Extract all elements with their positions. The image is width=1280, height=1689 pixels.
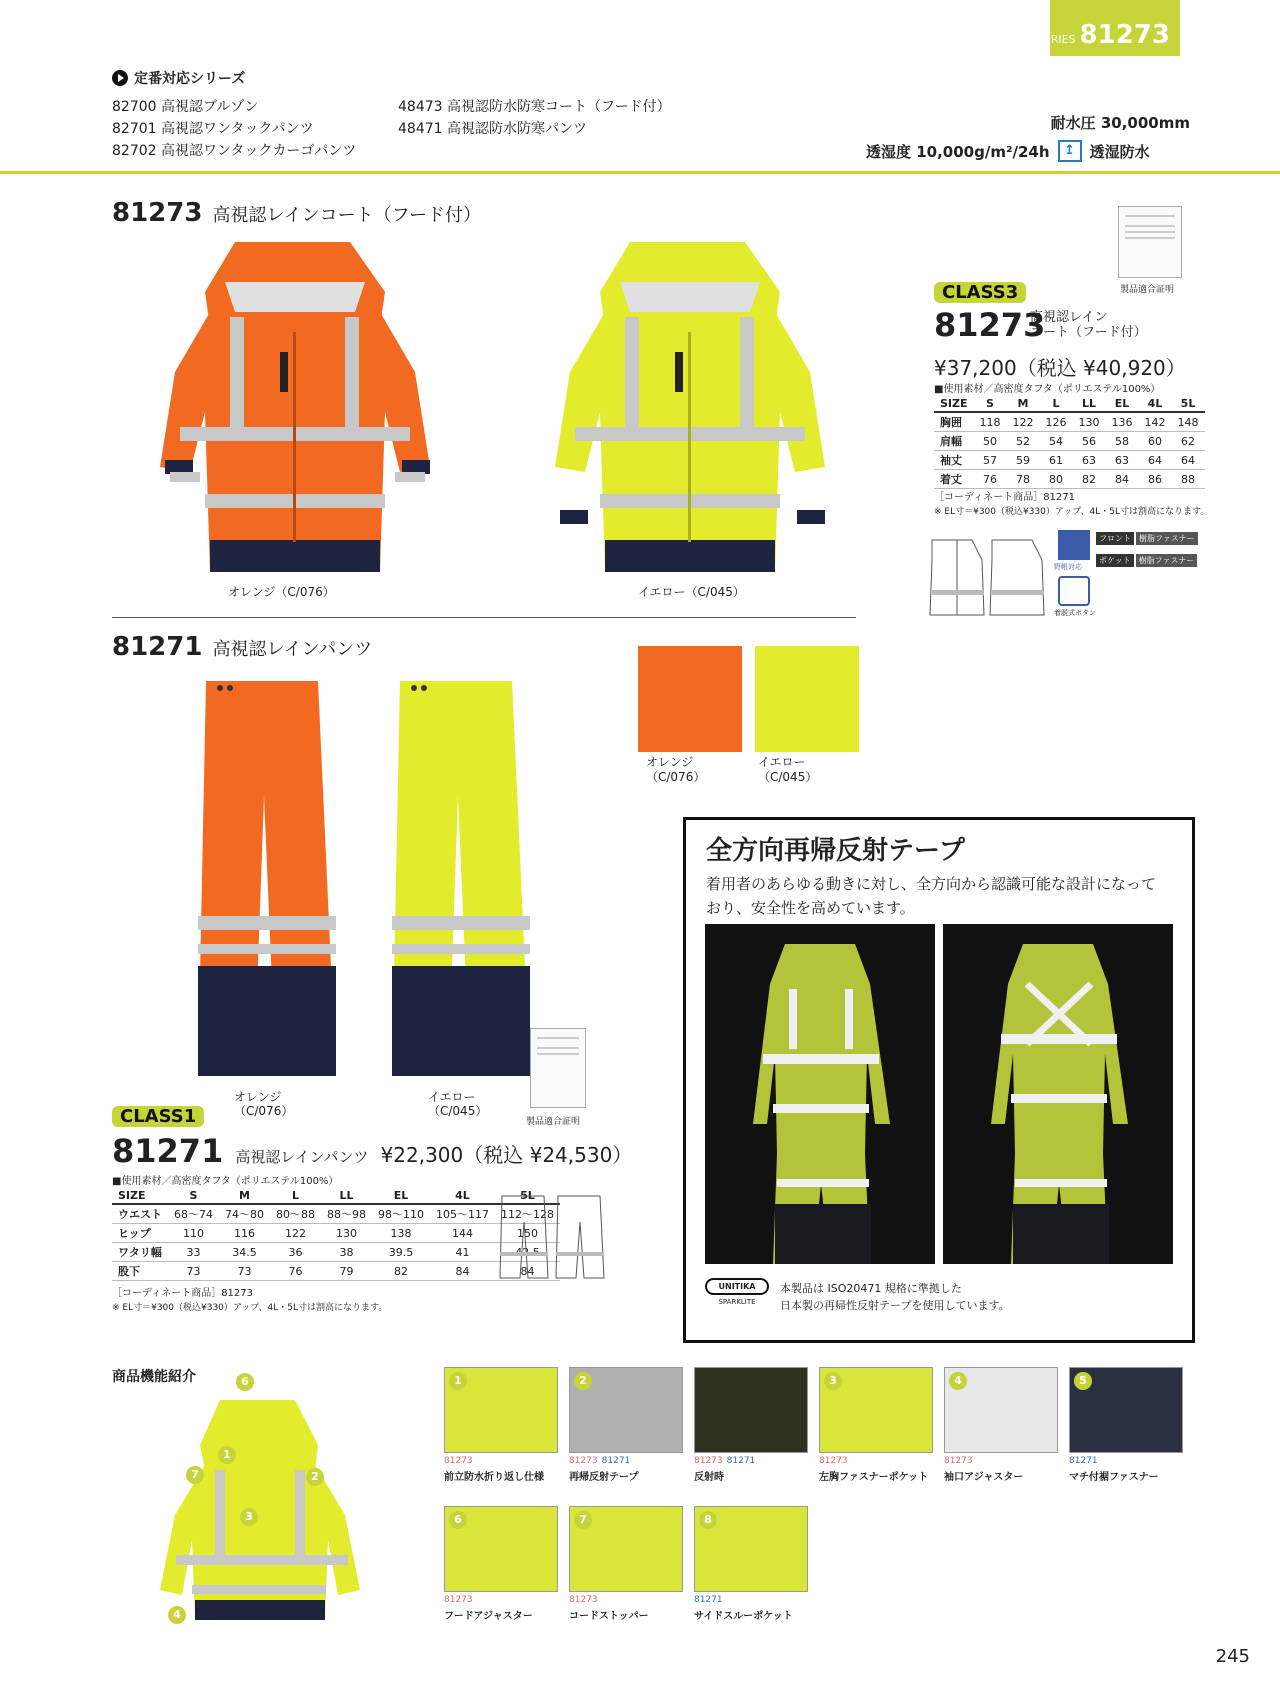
lineup-right [398,96,671,140]
coat-heading-name: 高視認レインコート（フード付） [212,205,482,226]
table-cell: 136 [1106,412,1139,432]
pants-size-table [112,1188,560,1281]
feature-tile [944,1367,1058,1453]
feature-number: 6 [449,1511,467,1529]
divider [0,171,1280,174]
table-row [112,1243,560,1262]
pants-price: ¥22,300（税込 ¥24,530） [380,1143,633,1167]
feature-tile [569,1367,683,1453]
lineup-item: 48473 高視認防水防寒コート（フード付） [398,99,671,115]
table-header-cell: SIZE [934,396,974,412]
waterproof-icon: ↥ [1058,140,1082,162]
feature-number: 1 [449,1372,467,1390]
table-cell: 80〜88 [270,1204,321,1224]
feature-codes [569,1595,602,1605]
breathability: 透湿度 10,000g/m²/24h [866,142,1050,161]
table-cell: 39.5 [372,1243,430,1262]
table-cell: 73 [219,1262,270,1281]
feature-pin: 7 [186,1466,204,1484]
yellow-swatch [755,646,859,752]
coat-heading-code: 81273 [112,198,203,228]
pocket-fastener-tag [1096,554,1197,567]
pants-title-row [112,1132,632,1170]
feature-pin: 3 [240,1508,258,1526]
table-header-cell: L [1040,396,1073,412]
feature-code: 81271 [601,1456,631,1466]
swatch-label-yellow [758,755,817,785]
coat-note: ※ EL寸＝¥300（税込¥330）アップ、4L・5L寸は割高になります。 [934,507,1210,517]
table-cell: 36 [270,1243,321,1262]
coat-code: 81273 [934,306,1046,344]
feature-label: 再帰反射テープ [569,1472,639,1483]
pants-heading-name: 高視認レインパンツ [212,639,373,660]
coat-color-yellow: イエロー（C/045） [638,585,745,599]
pants-heading [112,632,372,662]
table-row [934,470,1205,489]
sparklite-logo [705,1278,769,1318]
table-cell: 88〜98 [321,1204,372,1224]
table-cell: 98〜110 [372,1204,430,1224]
table-header-cell: SIZE [112,1188,168,1204]
feature-code: 81273 [819,1456,848,1466]
table-header-cell: LL [321,1188,372,1204]
swatch-yellow-name: イエロー [758,755,806,769]
pants-cert-document [530,1028,586,1108]
table-cell: 116 [219,1224,270,1243]
table-cell: 61 [1040,451,1073,470]
table-row [934,412,1205,432]
notebook-icon [1058,530,1090,560]
table-header-cell: L [270,1188,321,1204]
front-fastener-label: 樹脂ファスナー [1136,532,1198,545]
orange-pants-image [198,676,338,1086]
reflect-text-line1: 着用者のあらゆる動きに対し、全方向から認識可能な設計になって [706,875,1157,893]
feature-tile [444,1506,558,1592]
reflect-text-line2: おり、安全性を高めています。 [706,899,915,917]
feature-tile [569,1506,683,1592]
pants-color-yellow [428,1090,487,1118]
feature-number: 3 [824,1372,842,1390]
feature-code: 81271 [694,1595,723,1605]
table-cell: 130 [321,1224,372,1243]
reflect-footer-line1: 本製品は ISO20471 規格に準拠した [780,1282,962,1295]
feature-pin: 4 [168,1606,186,1624]
pants-heading-code: 81271 [112,632,203,662]
table-cell: 82 [1073,470,1106,489]
reflect-photo-front [705,924,935,1264]
yellow-pants-image [392,676,532,1086]
reflect-title: 全方向再帰反射テープ [706,836,965,866]
feature-number: 4 [949,1372,967,1390]
feature-codes [944,1456,977,1466]
pants-note: ※ EL寸＝¥300（税込¥330）アップ、4L・5L寸は割高になります。 [112,1303,388,1313]
table-cell: 84 [430,1262,495,1281]
pants-coordinate: ［コーディネート商品］81273 [112,1288,254,1299]
coat-size-table [934,396,1205,489]
feature-number: 8 [699,1511,717,1529]
notebook-icon-label: 野帳対応 [1054,563,1082,571]
features-heading: 商品機能紹介 [112,1369,196,1385]
table-cell: 142 [1139,412,1172,432]
lineup-item: 82700 高視認ブルゾン [112,99,259,115]
orange-swatch [638,646,742,752]
series-prefix: SERIES [1036,33,1076,46]
coat-name [1030,310,1147,340]
table-cell: 148 [1172,412,1205,432]
table-header-cell: 4L [430,1188,495,1204]
detachable-button-icon [1058,576,1090,606]
page-number: 245 [1215,1646,1250,1667]
feature-codes [694,1595,727,1605]
swatch-yellow-code: （C/045） [758,770,818,784]
lineup-heading [112,68,245,88]
series-number: 81273 [1079,20,1170,50]
feature-codes [444,1595,477,1605]
feature-code: 81273 [569,1595,598,1605]
table-cell: 34.5 [219,1243,270,1262]
feature-code: 81273 [694,1456,723,1466]
table-cell: 76 [974,470,1007,489]
table-cell: 63 [1073,451,1106,470]
table-header-cell: 5L [495,1188,560,1204]
coat-line-drawings [922,530,1052,622]
table-cell: 112〜128 [495,1204,560,1224]
play-icon [112,70,128,86]
table-cell: 80 [1040,470,1073,489]
table-cell: 股下 [112,1262,168,1281]
table-cell: 88 [1172,470,1205,489]
coat-cert-document [1118,206,1182,278]
table-header-cell: M [1007,396,1040,412]
table-row [112,1204,560,1224]
table-header-cell: S [974,396,1007,412]
table-cell: 76 [270,1262,321,1281]
pants-cert-label: 製品適合証明 [526,1117,581,1127]
table-cell: 122 [1007,412,1040,432]
coat-name-line1: 高視認レイン [1030,310,1108,325]
swatch-orange-code: （C/076） [646,770,706,784]
feature-code: 81273 [444,1456,473,1466]
coat-class-badge: CLASS3 [934,282,1026,303]
table-cell: 63 [1106,451,1139,470]
feature-codes [444,1456,477,1466]
table-header-cell: M [219,1188,270,1204]
feature-label: 反射時 [694,1472,724,1483]
table-cell: 74〜80 [219,1204,270,1224]
feature-codes [819,1456,852,1466]
sparklite-logo-bottom: SPARKLITE [718,1298,756,1306]
table-cell: 肩幅 [934,432,974,451]
feature-code: 81273 [944,1456,973,1466]
table-cell: 33 [168,1243,219,1262]
front-label: フロント [1096,532,1134,545]
table-cell: 84 [1106,470,1139,489]
pants-color-orange-code: （C/076） [234,1104,294,1118]
table-cell: 150 [495,1224,560,1243]
feature-label: フードアジャスター [444,1611,533,1622]
pants-color-orange [234,1090,293,1118]
table-cell: 57 [974,451,1007,470]
lineup-heading-text: 定番対応シリーズ [134,71,246,87]
coat-coordinate: ［コーディネート商品］81271 [934,492,1076,503]
sparklite-logo-top: UNITIKA [705,1278,769,1295]
feature-label: 左胸ファスナーポケット [819,1472,929,1483]
table-cell: 64 [1139,451,1172,470]
table-cell: 105〜117 [430,1204,495,1224]
table-cell: 62 [1172,432,1205,451]
table-cell: 着丈 [934,470,974,489]
table-cell: 59 [1007,451,1040,470]
table-cell: 144 [430,1224,495,1243]
feature-tile [694,1506,808,1592]
table-cell: 52 [1007,432,1040,451]
reflect-footer [780,1280,1010,1314]
table-header-row [934,396,1205,412]
table-row [112,1262,560,1281]
table-cell: 84 [495,1262,560,1281]
orange-coat-image [150,232,440,582]
table-cell: 138 [372,1224,430,1243]
feature-number: 7 [574,1511,592,1529]
table-cell: 73 [168,1262,219,1281]
coat-name-line2: コート（フード付） [1030,325,1147,340]
table-cell: 41 [430,1243,495,1262]
feature-number: 2 [574,1372,592,1390]
pants-code: 81271 [112,1132,224,1170]
table-cell: 82 [372,1262,430,1281]
yellow-coat-image [545,232,835,582]
pants-color-orange-name: オレンジ [234,1090,282,1104]
section-divider [112,617,856,618]
swatch-label-orange [646,755,705,785]
pocket-fastener-label: 樹脂ファスナー [1136,554,1198,567]
feature-tile [819,1367,933,1453]
table-cell: ワタリ幅 [112,1243,168,1262]
feature-tile [1069,1367,1183,1453]
breathability-row [866,140,1150,162]
feature-overview-image [150,1390,375,1625]
table-row [112,1224,560,1243]
feature-pin: 1 [218,1446,236,1464]
feature-label: コードストッパー [569,1611,649,1622]
pants-color-yellow-code: （C/045） [428,1104,488,1118]
feature-code: 81271 [1069,1456,1098,1466]
feature-code: 81273 [569,1456,598,1466]
pants-line-drawings [498,1192,610,1282]
table-cell: 64 [1172,451,1205,470]
feature-label: マチ付裾ファスナー [1069,1472,1159,1483]
pants-material: ■使用素材／高密度タフタ（ポリエステル100%） [112,1176,339,1187]
table-header-cell: S [168,1188,219,1204]
table-cell: 38 [321,1243,372,1262]
table-cell: 68〜74 [168,1204,219,1224]
water-pressure: 耐水圧 30,000mm [1050,114,1190,132]
feature-pin: 2 [306,1468,324,1486]
table-cell: 袖丈 [934,451,974,470]
coat-heading [112,198,481,228]
table-cell: 50 [974,432,1007,451]
front-fastener-tag [1096,532,1198,545]
table-cell: 130 [1073,412,1106,432]
lineup-left [112,96,356,162]
pants-class-badge: CLASS1 [112,1106,204,1127]
lineup-item: 82702 高視認ワンタックカーゴパンツ [112,143,357,159]
table-cell: 79 [321,1262,372,1281]
table-header-row [112,1188,560,1204]
table-cell: 126 [1040,412,1073,432]
feature-tile [444,1367,558,1453]
coat-notes [934,490,1209,520]
table-cell: 60 [1139,432,1172,451]
table-cell: ウエスト [112,1204,168,1224]
coat-cert-label: 製品適合証明 [1120,285,1175,295]
coat-color-orange: オレンジ（C/076） [228,585,335,599]
feature-codes [694,1456,759,1466]
table-cell: 78 [1007,470,1040,489]
feature-label: 透湿防水 [1089,142,1150,161]
table-cell: 122 [270,1224,321,1243]
table-header-cell: 5L [1172,396,1205,412]
table-cell: 118 [974,412,1007,432]
table-row [934,432,1205,451]
feature-label: 前立防水折り返し仕様 [444,1472,544,1483]
table-cell: 110 [168,1224,219,1243]
feature-codes [569,1456,634,1466]
feature-tile [694,1367,808,1453]
table-cell: 86 [1139,470,1172,489]
pants-name: 高視認レインパンツ [235,1148,369,1166]
lineup-item: 82701 高視認ワンタックパンツ [112,121,314,137]
coat-material: ■使用素材／高密度タフタ（ポリエステル100%） [934,384,1161,395]
pants-color-yellow-name: イエロー [428,1090,476,1104]
reflect-photo-back [943,924,1173,1264]
table-cell: ヒップ [112,1224,168,1243]
table-cell: 56 [1073,432,1106,451]
feature-codes [1069,1456,1102,1466]
pants-notes [112,1286,387,1316]
coat-price: ¥37,200（税込 ¥40,920） [934,356,1186,380]
detachable-button-label: 着脱式ボタン [1054,609,1096,617]
feature-label: サイドスルーポケット [694,1611,793,1622]
table-header-cell: 4L [1139,396,1172,412]
feature-pin: 6 [236,1373,254,1391]
table-cell: 54 [1040,432,1073,451]
series-tab [1036,0,1180,56]
reflective-tape-box [683,817,1195,1343]
feature-label: 袖口アジャスター [944,1472,1024,1483]
feature-code: 81271 [726,1456,756,1466]
table-header-cell: EL [1106,396,1139,412]
feature-number: 5 [1074,1372,1092,1390]
pocket-label: ポケット [1096,554,1134,567]
table-header-cell: LL [1073,396,1106,412]
lineup-item: 48471 高視認防水防寒パンツ [398,121,587,137]
table-header-cell: EL [372,1188,430,1204]
reflect-text [706,872,1156,920]
table-cell: 58 [1106,432,1139,451]
table-cell: 胸囲 [934,412,974,432]
table-row [934,451,1205,470]
feature-code: 81273 [444,1595,473,1605]
swatch-orange-name: オレンジ [646,755,694,769]
reflect-footer-line2: 日本製の再帰性反射テープを使用しています。 [780,1299,1010,1312]
